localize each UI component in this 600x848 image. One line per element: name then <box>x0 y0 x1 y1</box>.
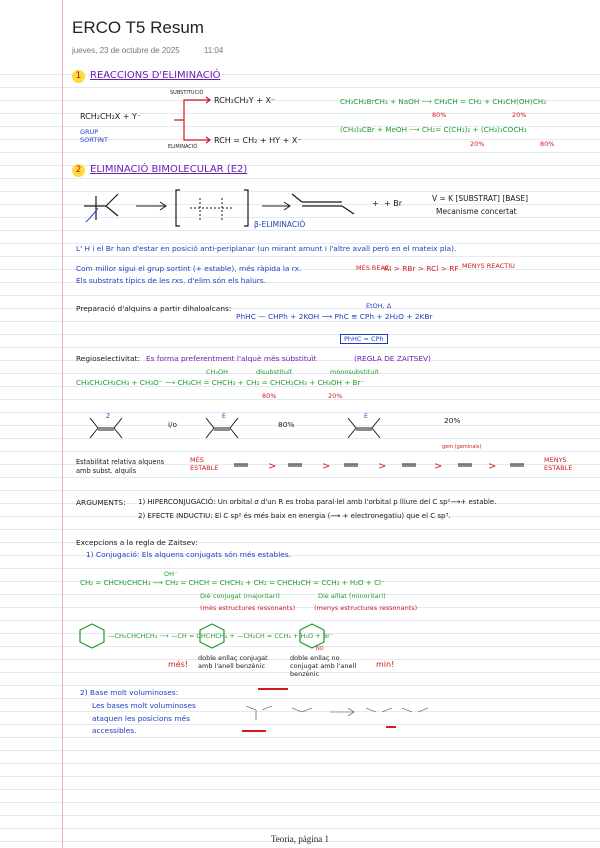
s1-elim-label: ELIMINACIÓ <box>168 144 198 150</box>
s1-ex1-pct-b: 20% <box>512 111 527 119</box>
page-time: 11:04 <box>203 46 224 55</box>
regio-text: Es forma preferentment l'alquè més substituït <box>146 354 317 363</box>
svg-text:>: > <box>322 461 331 472</box>
s1-ex1-pct-a: 80% <box>432 111 447 119</box>
page-meta <box>72 46 245 55</box>
exception-1-major-note: (més estructures ressonants) <box>200 604 296 612</box>
bulky-base-scheme <box>236 686 436 750</box>
section-2-number: 2 <box>72 164 85 177</box>
e2-para-substrates: Els substrats típics de les rxs. d'elim són els halurs. <box>76 276 266 285</box>
e2-reactivity-order: RI > RBr > RCl > RF <box>384 264 459 273</box>
exception-2-text: Les bases molt voluminoses ataquen les posicions més accessibles. <box>92 701 196 736</box>
isomer-20: 20% <box>444 416 461 425</box>
section-2-heading <box>72 164 247 177</box>
s1-sust-product: RCH₂CH₂Y + X⁻ <box>214 96 276 105</box>
s1-example-1: CH₃CH₂BrCH₃ + NaOH ⟶ CH₃CH = CH₂ + CH₃CH(OH)CH₃ <box>340 97 547 106</box>
ring-no: NO <box>316 646 324 652</box>
section-2-title: ELIMINACIÓ BIMOLECULAR (E2) <box>90 164 248 175</box>
e2-rate-law: V = K [SUBSTRAT] [BASE] <box>432 194 528 203</box>
svg-text:>: > <box>378 461 387 472</box>
argument-1: 1) HIPERCONJUGACIÓ: Un orbital σ d'un R es troba paral·lel amb l'orbital p lliure del C sp²⟶+ estable. <box>138 498 497 506</box>
regio-label: Regioselectivitat: <box>76 354 140 363</box>
zaitsev-solvent: CH₃OH <box>206 368 229 376</box>
prep-alkynes-label: Preparació d'alquins a partir dihaloalcans: <box>76 304 232 313</box>
stability-menys: MENYS ESTABLE <box>544 456 573 472</box>
ring-mes: més! <box>168 660 189 669</box>
prep-alkynes-reaction: PhHC — CHPh + 2KOH ⟶ PhC ≡ CPh + 2H₂O + 2KBr <box>236 312 433 321</box>
svg-text:Z: Z <box>106 413 111 420</box>
ring-min: min! <box>376 660 395 669</box>
s1-reactant: RCH₂CH₂X + Y⁻ <box>80 112 142 121</box>
e2-para-menys: MENYS REACTIU <box>462 262 515 270</box>
section-1-heading <box>72 70 221 83</box>
argument-2: 2) EFECTE INDUCTIU: El C sp² és més baix en energia (⟶ + electronegatiu) que el C sp³. <box>138 512 451 520</box>
e2-para-mes: MÉS REAC. <box>356 264 392 272</box>
stability-ranking <box>226 450 536 480</box>
isomer-structures <box>84 406 464 450</box>
svg-text:+ Br: + Br <box>384 199 403 208</box>
page-title[interactable]: ERCO T5 Resum <box>72 18 204 37</box>
exception-1-minor-note: (menys estructures ressonants) <box>314 604 418 612</box>
section-1-title: REACCIONS D'ELIMINACIÓ <box>90 70 221 81</box>
zaitsev-20: 20% <box>328 392 343 400</box>
s1-grup-label: GRUP SORTINT <box>80 128 109 144</box>
svg-text:+: + <box>372 199 379 208</box>
svg-text:>: > <box>488 461 497 472</box>
svg-text:>: > <box>268 461 277 472</box>
stability-mes: MÉS ESTABLE <box>190 456 219 472</box>
s1-branch-arrows <box>172 96 212 144</box>
exception-1-major: Diè conjugat (majoritari) <box>200 592 280 600</box>
isomer-80: 80% <box>278 420 295 429</box>
s1-ex2-pct-a: 20% <box>470 140 485 148</box>
prep-alkynes-conditions: EtOH, Δ <box>366 302 392 310</box>
margin-line <box>62 0 63 848</box>
page-footer: Teoria, página 1 <box>270 834 330 844</box>
section-1-number: 1 <box>72 70 85 83</box>
s1-ex2-pct-b: 80% <box>540 140 555 148</box>
e2-rate-note: Mecanisme concertat <box>436 207 517 216</box>
s1-elim-product: RCH = CH₂ + HY + X⁻ <box>214 136 302 145</box>
s1-example-2: (CH₃)₃CBr + MeOH ⟶ CH₂= C(CH₃)₂ + (CH₃)₃COCH₃ <box>340 125 527 134</box>
arguments-label: ARGUMENTS: <box>76 498 126 507</box>
e2-beta-label: β-ELIMINACIÓ <box>254 220 306 229</box>
ring-conjugated-note: doble enllaç conjugat amb l'anell benzènic <box>198 654 268 670</box>
s1-sust-label: SUBSTITUCIÓ <box>170 90 204 96</box>
e2-mechanism-diagram <box>76 186 406 234</box>
zaitsev-80: 80% <box>262 392 277 400</box>
svg-text:E: E <box>364 413 368 420</box>
exception-1-title: 1) Conjugació: Els alquens conjugats són més estables. <box>86 550 292 559</box>
svg-text:>: > <box>434 461 443 472</box>
exception-1-reaction: CH₂ = CHCH₂CHCH₃ ⟶ CH₂ = CHCH = CHCH₃ + CH₂ = CHCH₂CH = CCH₃ + H₂O + Cl⁻ <box>80 578 385 587</box>
stability-label: Estabilitat relativa alquens amb subst. alquils <box>76 458 165 475</box>
prep-alkynes-intermediate: PhHC = CPh <box>340 334 388 344</box>
e2-para-antiperiplanar: L' H i el Br han d'estar en posició anti-periplanar (un mirant amunt i l'altre avall però en el mateix pla). <box>76 244 457 253</box>
stability-gem: gem (geminals) <box>442 444 482 450</box>
exception-1-minor: Diè aïllat (minoritari) <box>318 592 386 600</box>
svg-text:E: E <box>222 413 226 420</box>
zaitsev-monosubst: monosubstituït <box>330 368 379 376</box>
e2-para-leaving-group: Com millor sigui el grup sortint (+ estable), més ràpida la rx. <box>76 264 302 273</box>
ring-nonconjugated-note: doble enllaç no conjugat amb l'anell benzènic <box>290 654 357 678</box>
exceptions-label: Excepcions a la regla de Zaitsev: <box>76 538 198 547</box>
isomer-io: i/o <box>168 420 178 429</box>
exception-2-title: 2) Base molt voluminoses: <box>80 688 179 697</box>
zaitsev-reaction: CH₃CH₂CH₂CH₃ + CH₃O⁻ ⟶ CH₃CH = CHCH₃ + CH₂ = CHCH₂CH₃ + CH₃OH + Br⁻ <box>76 378 365 387</box>
zaitsev-rule: (REGLA DE ZAITSEV) <box>354 354 431 363</box>
ring-reaction: —CH₂CHCHCH₃ ⟶ —CH = CHCHCH₃ + —CH₂CH = CCH₃ + H₂O + Br⁻ <box>108 632 334 640</box>
zaitsev-disubst: disubstituït <box>256 368 293 376</box>
exception-1-oh: OH⁻ <box>164 570 178 578</box>
page-date: jueves, 23 de octubre de 2025 <box>72 46 180 55</box>
